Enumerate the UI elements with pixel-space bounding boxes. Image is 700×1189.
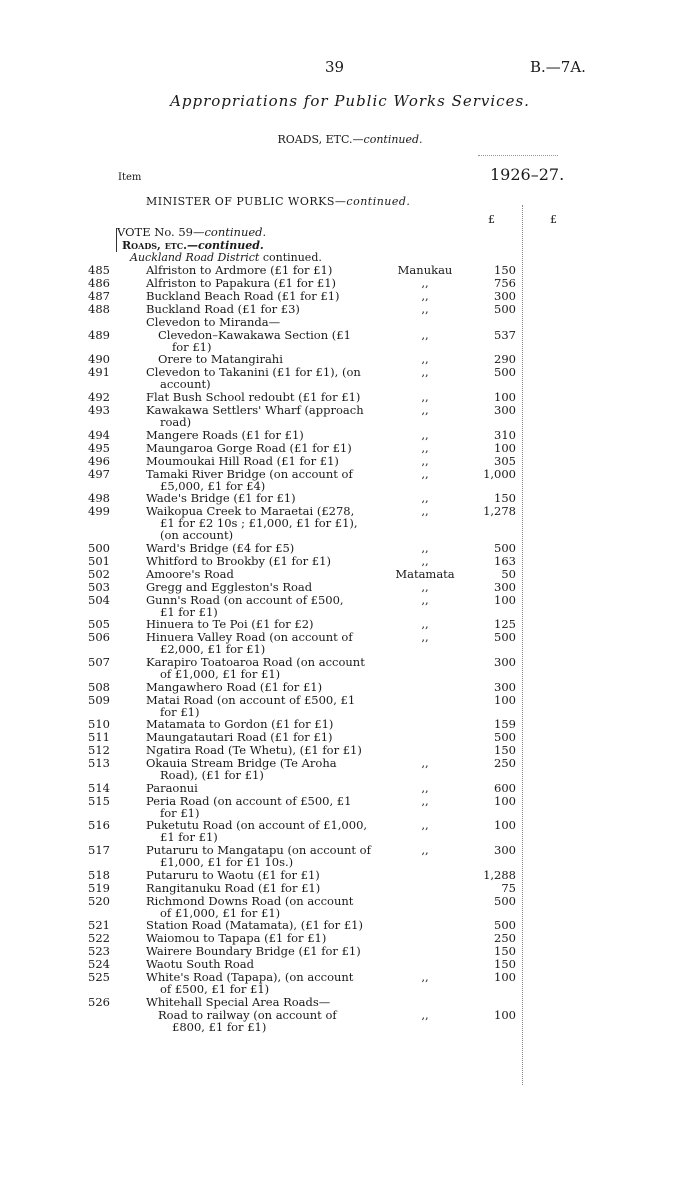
description-line: Road), (£1 for £1) <box>160 768 264 783</box>
district-cell: ,, <box>421 630 429 645</box>
description-line: Whitford to Brookby (£1 for £1) <box>146 553 331 568</box>
district-cell: ,, <box>421 970 429 985</box>
item-number: 512 <box>88 743 110 758</box>
amount-cell: 50 <box>501 566 516 581</box>
description-line: Ngatira Road (Te Whetu), (£1 for £1) <box>146 743 362 758</box>
amount-cell: 100 <box>494 692 516 707</box>
item-number: 499 <box>88 504 110 519</box>
amount-column-rule <box>522 205 523 1085</box>
item-description <box>146 568 374 580</box>
amount-cell: 310 <box>494 427 516 442</box>
item-description <box>146 971 374 995</box>
description-line: of £1,000, £1 for £1) <box>160 666 281 681</box>
description-line: Waiomou to Tapapa (£1 for £1) <box>146 931 327 946</box>
header-rule <box>478 155 558 156</box>
district-cell: ,, <box>421 403 429 418</box>
vote-label: VOTE No. 59 <box>117 225 193 239</box>
item-description <box>146 277 374 289</box>
amount-cell: 100 <box>494 1007 516 1022</box>
district-cell: ,, <box>421 390 429 405</box>
description-line: Putaruru to Waotu (£1 for £1) <box>146 867 320 882</box>
vote-continued: —continued. <box>192 225 267 239</box>
amount-cell: 305 <box>494 453 516 468</box>
description-line: Richmond Downs Road (on account <box>146 893 354 908</box>
amount-cell: 300 <box>494 679 516 694</box>
item-description <box>146 996 374 1008</box>
vote-heading <box>117 225 266 239</box>
description-line: Okauia Stream Bridge (Te Aroha <box>146 756 337 771</box>
description-line: £800, £1 for £1) <box>172 1019 267 1034</box>
amount-cell: 756 <box>494 275 516 290</box>
item-description <box>146 744 374 756</box>
item-description <box>146 404 374 428</box>
item-description <box>146 844 374 868</box>
item-description <box>146 1009 386 1033</box>
description-line: Hinuera to Te Poi (£1 for £2) <box>146 617 314 632</box>
description-line: Maungaroa Gorge Road (£1 for £1) <box>146 440 352 455</box>
description-line: Clevedon to Miranda— <box>146 314 281 329</box>
description-line: £1 for £1) <box>160 604 218 619</box>
amount-cell: 500 <box>494 730 516 745</box>
description-line: Waikopua Creek to Maraetai (£278, <box>146 504 355 519</box>
item-number: 508 <box>88 679 110 694</box>
description-line: of £1,000, £1 for £1) <box>160 905 281 920</box>
description-line: Road to railway (on account of <box>158 1007 337 1022</box>
item-number: 517 <box>88 843 110 858</box>
description-line: account) <box>160 377 211 392</box>
item-description <box>146 492 374 504</box>
description-line: Flat Bush School redoubt (£1 for £1) <box>146 390 361 405</box>
item-number: 514 <box>88 780 110 795</box>
district-cell: ,, <box>421 617 429 632</box>
pound-sign-column-2: £ <box>550 213 557 226</box>
description-line: £1,000, £1 for £1 10s.) <box>160 855 294 870</box>
item-number: 496 <box>88 453 110 468</box>
district-cell: ,, <box>421 756 429 771</box>
item-description <box>146 895 374 919</box>
item-number: 489 <box>88 327 110 342</box>
description-line: £2,000, £1 for £1) <box>160 642 266 657</box>
amount-cell: 250 <box>494 931 516 946</box>
amount-cell: 163 <box>494 553 516 568</box>
item-description <box>146 391 374 403</box>
amount-cell: 600 <box>494 780 516 795</box>
item-description <box>146 290 374 302</box>
amount-cell: 537 <box>494 327 516 342</box>
amount-cell: 300 <box>494 843 516 858</box>
description-line: Whitehall Special Area Roads— <box>146 994 331 1009</box>
description-line: Peria Road (on account of £500, £1 <box>146 793 352 808</box>
district-cell: ,, <box>421 327 429 342</box>
item-description <box>146 718 374 730</box>
district-cell: Matamata <box>395 566 455 581</box>
item-number: 515 <box>88 793 110 808</box>
description-line: £1 for £1) <box>160 830 218 845</box>
item-column-header: Item <box>118 172 142 183</box>
ministry-continued: —continued. <box>334 195 411 208</box>
item-description <box>146 681 374 693</box>
page-title: Appropriations for Public Works Services. <box>170 92 530 110</box>
district-cell: ,, <box>421 540 429 555</box>
item-number: 509 <box>88 692 110 707</box>
item-number: 491 <box>88 365 110 380</box>
item-description <box>146 468 374 492</box>
description-line: Maungatautari Road (£1 for £1) <box>146 730 333 745</box>
amount-cell: 75 <box>501 880 516 895</box>
section-heading <box>0 133 700 146</box>
description-line: Waotu South Road <box>146 957 254 972</box>
item-number: 513 <box>88 756 110 771</box>
item-description <box>146 455 374 467</box>
district-cell: ,, <box>421 288 429 303</box>
district-cell: ,, <box>421 466 429 481</box>
item-description <box>146 694 374 718</box>
item-description <box>146 594 374 618</box>
item-description <box>146 303 374 315</box>
item-description <box>146 581 374 593</box>
amount-cell: 500 <box>494 301 516 316</box>
amount-cell: 300 <box>494 403 516 418</box>
amount-cell: 300 <box>494 579 516 594</box>
item-description <box>146 656 374 680</box>
item-description <box>146 366 374 390</box>
description-line: £5,000, £1 for £4) <box>160 478 266 493</box>
pound-sign-column-1: £ <box>488 213 495 226</box>
item-description <box>146 932 374 944</box>
item-number: 486 <box>88 275 110 290</box>
item-number: 522 <box>88 931 110 946</box>
page-number: 39 <box>325 58 345 76</box>
description-line: for £1) <box>160 805 200 820</box>
description-line: £1 for £2 10s ; £1,000, £1 for £1), <box>160 516 358 531</box>
description-line: Putaruru to Mangatapu (on account of <box>146 843 371 858</box>
item-description <box>146 795 374 819</box>
item-number: 487 <box>88 288 110 303</box>
item-number: 524 <box>88 957 110 972</box>
item-number: 506 <box>88 630 110 645</box>
subhead-label: Roads, etc. <box>122 239 187 252</box>
amount-cell: 100 <box>494 440 516 455</box>
district-continued: continued. <box>262 251 322 264</box>
item-number: 501 <box>88 553 110 568</box>
description-line: Clevedon to Takanini (£1 for £1), (on <box>146 365 361 380</box>
item-number: 502 <box>88 566 110 581</box>
district-cell: ,, <box>421 440 429 455</box>
amount-cell: 100 <box>494 818 516 833</box>
description-line: Wairere Boundary Bridge (£1 for £1) <box>146 944 361 959</box>
amount-cell: 500 <box>494 365 516 380</box>
description-line: for £1) <box>160 704 200 719</box>
district-cell: ,, <box>421 352 429 367</box>
description-line: of £500, £1 for £1) <box>160 982 270 997</box>
item-description <box>146 505 374 541</box>
description-line: Rangitanuku Road (£1 for £1) <box>146 880 321 895</box>
description-line: Station Road (Matamata), (£1 for £1) <box>146 918 363 933</box>
year-column-header: 1926–27. <box>490 165 565 184</box>
item-description <box>146 631 374 655</box>
item-description <box>146 819 374 843</box>
district-cell: ,, <box>421 843 429 858</box>
description-line: Alfriston to Papakura (£1 for £1) <box>146 275 337 290</box>
document-reference: B.—7A. <box>530 58 586 76</box>
item-number: 495 <box>88 440 110 455</box>
item-number: 523 <box>88 944 110 959</box>
item-number: 500 <box>88 540 110 555</box>
amount-cell: 300 <box>494 288 516 303</box>
item-number: 511 <box>88 730 110 745</box>
item-number: 488 <box>88 301 110 316</box>
district-cell: ,, <box>421 491 429 506</box>
item-description <box>146 731 374 743</box>
district-cell: ,, <box>421 818 429 833</box>
amount-cell: 300 <box>494 654 516 669</box>
description-line: Ward's Bridge (£4 for £5) <box>146 540 295 555</box>
item-description <box>146 945 374 957</box>
item-number: 497 <box>88 466 110 481</box>
amount-cell: 150 <box>494 944 516 959</box>
item-description <box>146 442 374 454</box>
item-number: 507 <box>88 654 110 669</box>
item-number: 505 <box>88 617 110 632</box>
description-line: Buckland Beach Road (£1 for £1) <box>146 288 340 303</box>
amount-cell: 1,288 <box>483 867 516 882</box>
amount-cell: 100 <box>494 970 516 985</box>
item-number: 492 <box>88 390 110 405</box>
description-line: road) <box>160 415 192 430</box>
item-description <box>146 958 374 970</box>
ministry-name: MINISTER OF PUBLIC WORKS <box>146 195 335 208</box>
amount-cell: 125 <box>494 617 516 632</box>
item-number: 493 <box>88 403 110 418</box>
amount-cell: 100 <box>494 793 516 808</box>
item-number: 503 <box>88 579 110 594</box>
item-number: 510 <box>88 717 110 732</box>
amount-cell: 100 <box>494 592 516 607</box>
item-number: 498 <box>88 491 110 506</box>
description-line: Matai Road (on account of £500, £1 <box>146 692 356 707</box>
description-line: Paraonui <box>146 780 198 795</box>
amount-cell: 150 <box>494 957 516 972</box>
item-number: 520 <box>88 893 110 908</box>
description-line: Karapiro Toatoaroa Road (on account <box>146 654 365 669</box>
section-name: ROADS, ETC. <box>277 133 353 146</box>
amount-cell: 150 <box>494 491 516 506</box>
district-cell: ,, <box>421 427 429 442</box>
district-cell: Manukau <box>397 263 453 277</box>
section-continued: —continued. <box>352 133 423 146</box>
item-number: 525 <box>88 970 110 985</box>
item-description <box>146 869 374 881</box>
district-cell: ,, <box>421 275 429 290</box>
description-line: Gregg and Eggleston's Road <box>146 579 313 594</box>
item-description <box>146 316 374 328</box>
item-description <box>146 882 374 894</box>
amount-cell: 150 <box>494 263 516 277</box>
description-line: Kawakawa Settlers' Wharf (approach <box>146 403 364 418</box>
item-description <box>146 555 374 567</box>
description-line: Moumoukai Hill Road (£1 for £1) <box>146 453 339 468</box>
item-number: 516 <box>88 818 110 833</box>
amount-cell: 159 <box>494 717 516 732</box>
district-cell: ,, <box>421 553 429 568</box>
subhead-continued: —continued. <box>186 239 264 252</box>
district-cell: ,, <box>421 1007 429 1022</box>
description-line: Buckland Road (£1 for £3) <box>146 301 300 316</box>
item-description <box>146 329 386 353</box>
description-line: Gunn's Road (on account of £500, <box>146 592 344 607</box>
item-description <box>146 757 374 781</box>
district-cell: ,, <box>421 780 429 795</box>
description-line: Matamata to Gordon (£1 for £1) <box>146 717 334 732</box>
vote-bracket-line <box>116 228 117 252</box>
item-description <box>146 919 374 931</box>
item-number: 504 <box>88 592 110 607</box>
item-description <box>146 542 374 554</box>
item-number: 518 <box>88 867 110 882</box>
item-description <box>146 264 374 276</box>
item-number: 490 <box>88 352 110 367</box>
description-line: Amoore's Road <box>146 566 234 581</box>
district-cell: ,, <box>421 592 429 607</box>
district-cell: ,, <box>421 504 429 519</box>
amount-cell: 1,000 <box>483 466 516 481</box>
amount-cell: 1,278 <box>483 504 516 519</box>
amount-cell: 250 <box>494 756 516 771</box>
description-line: Puketutu Road (on account of £1,000, <box>146 818 368 833</box>
amount-cell: 500 <box>494 540 516 555</box>
description-line: Alfriston to Ardmore (£1 for £1) <box>146 263 333 277</box>
district-cell: ,, <box>421 365 429 380</box>
description-line: Mangawhero Road (£1 for £1) <box>146 679 323 694</box>
item-description <box>146 353 386 365</box>
description-line: Orere to Matangirahi <box>158 352 283 367</box>
description-line: (on account) <box>160 528 234 543</box>
amount-cell: 500 <box>494 918 516 933</box>
description-line: Hinuera Valley Road (on account of <box>146 630 353 645</box>
item-description <box>146 782 374 794</box>
district-label: Auckland Road District <box>130 251 260 264</box>
amount-cell: 500 <box>494 630 516 645</box>
district-cell: ,, <box>421 579 429 594</box>
amount-cell: 100 <box>494 390 516 405</box>
item-number: 494 <box>88 427 110 442</box>
description-line: Mangere Roads (£1 for £1) <box>146 427 304 442</box>
district-cell: ,, <box>421 793 429 808</box>
ministry-heading <box>146 195 410 208</box>
description-line: White's Road (Tapapa), (on account <box>146 970 354 985</box>
item-number: 521 <box>88 918 110 933</box>
item-description <box>146 618 374 630</box>
description-line: Wade's Bridge (£1 for £1) <box>146 491 296 506</box>
item-description <box>146 429 374 441</box>
item-number: 485 <box>88 263 110 277</box>
amount-cell: 290 <box>494 352 516 367</box>
description-line: Tamaki River Bridge (on account of <box>146 466 353 481</box>
description-line: for £1) <box>172 339 212 354</box>
amount-cell: 150 <box>494 743 516 758</box>
item-number: 519 <box>88 880 110 895</box>
district-cell: ,, <box>421 301 429 316</box>
description-line: Clevedon–Kawakawa Section (£1 <box>158 327 351 342</box>
item-number: 526 <box>88 994 110 1009</box>
district-cell: ,, <box>421 453 429 468</box>
amount-cell: 500 <box>494 893 516 908</box>
